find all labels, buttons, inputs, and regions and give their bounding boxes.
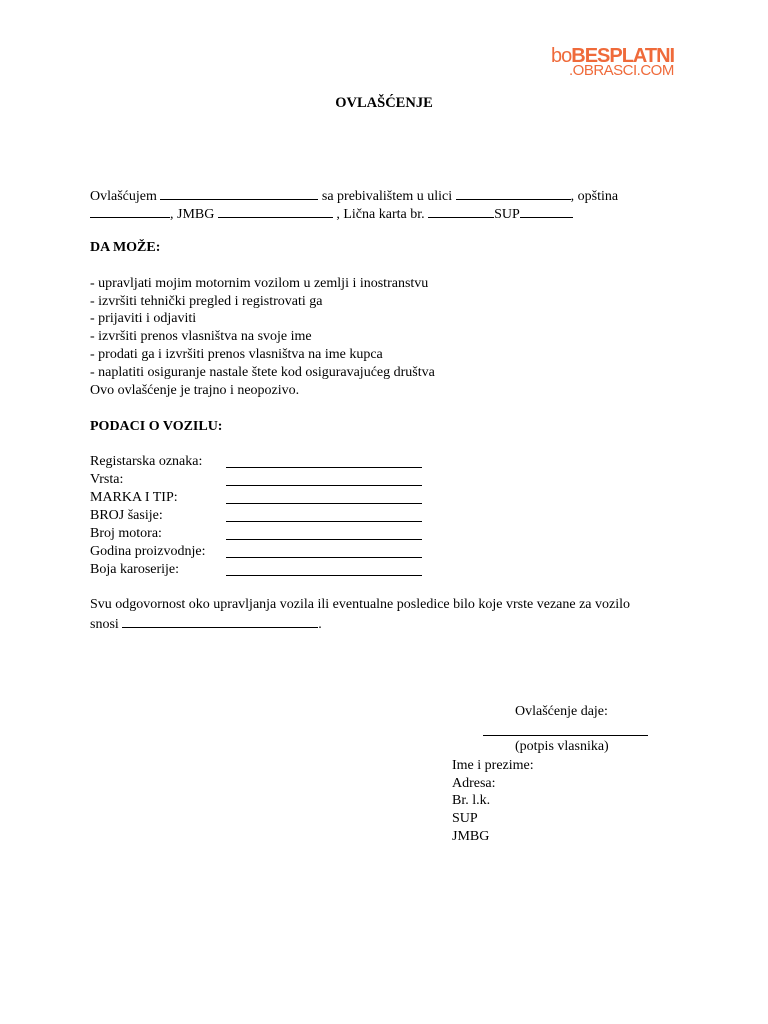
owner-name-label: Ime i prezime:	[452, 758, 534, 773]
blank-sup	[520, 204, 573, 218]
field-label: MARKA I TIP:	[90, 490, 178, 505]
intro-text-residence: sa prebivalištem u ulici	[321, 189, 453, 204]
responsibility-line-1: Svu odgovornost oko upravljanja vozila ili eventualne posledice bilo koje vrste vezane za vozilo	[90, 597, 631, 612]
owner-jmbg-label: JMBG	[452, 829, 490, 844]
field-blank	[226, 539, 422, 540]
field-blank	[226, 503, 422, 504]
field-label: BROJ šasije:	[90, 508, 163, 523]
permission-item: - prijaviti i odjaviti	[90, 311, 197, 326]
intro-line-2	[90, 204, 573, 224]
field-blank	[226, 521, 422, 522]
field-blank	[226, 467, 422, 468]
signature-given-by: Ovlašćenje daje:	[515, 704, 608, 719]
vehicle-data-heading: PODACI O VOZILU:	[90, 419, 223, 434]
responsibility-line-2	[90, 614, 322, 634]
permission-item: - izvršiti prenos vlasništva na svoje ime	[90, 329, 312, 344]
blank-municipality	[90, 204, 170, 218]
field-label: Godina proizvodnje:	[90, 544, 206, 559]
permission-item: - naplatiti osiguranje nastale štete kod osiguravajućeg društva	[90, 365, 435, 380]
intro-text-municipality: , opština	[570, 189, 619, 204]
blank-jmbg	[218, 204, 333, 218]
field-label: Boja karoserije:	[90, 562, 180, 577]
responsibility-suffix: .	[318, 617, 322, 632]
intro-text-id-card: , Lična karta br.	[336, 207, 425, 222]
blank-responsible-party	[122, 614, 318, 628]
responsibility-prefix: snosi	[90, 617, 119, 632]
owner-address-label: Adresa:	[452, 776, 496, 791]
owner-id-card-label: Br. l.k.	[452, 793, 491, 808]
logo-domain: .OBRASCI.COM	[569, 62, 674, 79]
da-moze-heading: DA MOŽE:	[90, 240, 161, 255]
intro-line-1	[90, 186, 618, 206]
intro-text-sup: SUP	[494, 207, 520, 222]
owner-signature-caption: (potpis vlasnika)	[515, 739, 609, 754]
permission-item: - izvršiti tehnički pregled i registrovati ga	[90, 294, 323, 309]
logo-main: BESPLATNI	[571, 45, 675, 67]
signature-line	[483, 735, 648, 736]
intro-text-jmbg: , JMBG	[170, 207, 215, 222]
intro-text-authorize: Ovlašćujem	[90, 189, 157, 204]
blank-street	[456, 186, 571, 200]
logo-prefix: bo	[551, 45, 572, 67]
permission-item: - upravljati mojim motornim vozilom u zemlji i inostranstvu	[90, 276, 429, 291]
field-label: Registarska oznaka:	[90, 454, 203, 469]
permission-item: - prodati ga i izvršiti prenos vlasništva na ime kupca	[90, 347, 383, 362]
field-blank	[226, 485, 422, 486]
field-label: Broj motora:	[90, 526, 162, 541]
document-title: OVLAŠĆENJE	[335, 95, 433, 111]
besplatni-obrasci-logo[interactable]	[551, 44, 681, 80]
field-blank	[226, 575, 422, 576]
field-blank	[226, 557, 422, 558]
irrevocable-note: Ovo ovlašćenje je trajno i neopozivo.	[90, 383, 300, 398]
blank-id-card	[428, 204, 494, 218]
blank-authorized-person	[160, 186, 318, 200]
field-label: Vrsta:	[90, 472, 124, 487]
owner-sup-label: SUP	[452, 811, 478, 826]
